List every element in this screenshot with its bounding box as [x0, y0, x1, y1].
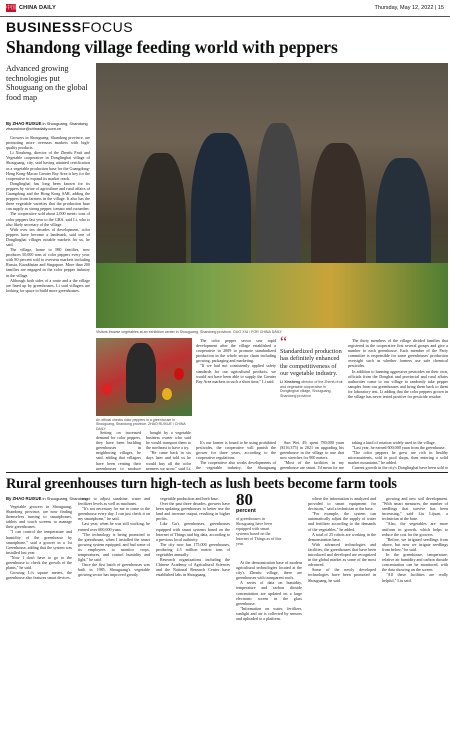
paragraph: Donglinghai has long been known for its peppers by virtue of agriculture and rural affairs of Guangdong and the Hong Kong SAR, adding the peppers from farmers in the village. It also has the three vegetable varieties that the production base can supply as strong pepper, tomato and cucumber.: [6, 180, 90, 212]
headline-story2: Rural greenhouses turn high-tech as lush beets become farm tools: [6, 476, 397, 492]
paragraph: With over ten decades of development, color peppers have become a landmark, said one of Donglinghai villages notable markets for us, he said.: [6, 226, 90, 247]
byline-place: in Shouguang, Shandong: [42, 121, 88, 126]
byline-email: zhaoruixue@chinadaily.com.cn: [6, 126, 62, 131]
byline2-name: By ZHAO RUIXUE: [6, 496, 42, 501]
china-daily-logo-icon: 中国: [6, 5, 17, 11]
paragraph: Growers in Shouguang, Shandong province, are promoting more overseas markets with high-quality products.: [6, 135, 90, 151]
paragraph: Li Xinsheng, director of the Zhenfu Fruit and Vegetable cooperative in Donglinghai village of Shouguang, city, said having attained certification as a vegetable production base for the Guangdong-Hong Kong-Macao Greater Bay Area is key for the cooperative to expand its market reach.: [6, 150, 90, 181]
headline-story1: Shandong village feeding world with peppers: [6, 37, 338, 57]
quote-mark-icon: “: [280, 334, 288, 351]
paragraph: Over the past three decades, growers have been updating greenhouses to better use the land and increase output, resulting in higher profits.: [156, 501, 230, 522]
publication-name: CHINA DAILY: [19, 5, 56, 11]
story1-col7: [280, 440, 344, 470]
paragraph: Like Gu's greenhouses, greenhouses equipped with smart systems based on the Internet of Things and big data, according to a previous local authority.: [156, 521, 230, 542]
paragraph: "The technology is being promoted to the greenhouse, when I installed the smart growing system equipped, and had some of its employees to monitor crops, temperatures, and control humidity and light," he said.: [78, 531, 150, 563]
paragraph: The village, home to 980 families, now produces 50,000 tons of color peppers every year, with 80 percent sold to overseas markets including Russia, Kazakhstan and Singapore. More than 200 families are engaged in the color pepper industry in the village.: [6, 247, 90, 278]
paragraph: "Most of the facilities in my greenhouse are smart. I'd mean for me: [280, 460, 344, 470]
pepper-greenhouse-photo: [96, 338, 192, 416]
story2-col3: [156, 496, 230, 744]
paragraph: growing and new soil development. "With smart measures, the number of seedlings that survive has been increasing," said Liu Lijuan, a technician at the base.: [382, 496, 448, 522]
paragraph: vegetable production and herb base.: [160, 496, 219, 501]
paragraph: The thirty members of the village divided families that registered in the cooperative first several groups and give a number to each greenhouse. Each member of the Party committee is responsible for some greenhouses' production oversight such as whether farmers use safe chemical pesticides.: [348, 338, 448, 369]
section-bold: BUSINESS: [6, 19, 82, 35]
story2-col2: [78, 496, 150, 744]
paragraph: Growing Li's square meters, the greenhouse also features smart devices.: [6, 570, 72, 581]
paragraph: A series of data on humidity, temperature and carbon dioxide concentration are updated on a large electronic screen in the glass greenhouse.: [236, 580, 302, 606]
paragraph: Setting on increased demand for color peppers, they have been building greenhouses in neighboring villages, he said, adding that villagers have been renting their greenhouses to produce: [96, 430, 141, 470]
story2-col4: [236, 560, 302, 744]
section-title: [6, 19, 133, 35]
paragraph: "All these facilities are really helpful," Liu said.: [382, 572, 448, 583]
stat-number: 80: [236, 490, 253, 509]
byline-name: By ZHAO RUIXUE: [6, 121, 42, 126]
paragraph: "Also, the vegetables are more uniform in growth, which helps to reduce the cost for the growers.: [382, 521, 448, 537]
paragraph: The cooperative sold about 2,000 metric tons of color peppers last year to the GBA, said Li, who is also likely secretary of the village.: [6, 211, 90, 227]
byline2-place: in Shouguang, Shandong: [42, 496, 88, 501]
stat-box: [236, 492, 282, 546]
paragraph: Current growth in the city's Donglinghai have been sold to: [352, 465, 448, 470]
photo-small-caption: An official checks color peppers in a greenhouse in Shouguang, Shandong province. ZHAO RUIXUE / CHINA DAILY: [96, 418, 186, 431]
quote-title: director of the Zhenfu fruit and vegetable cooperative in Donglinghai village, Shouguang, Shandong province: [280, 380, 343, 398]
paragraph: In addition to banning aggressive pesticides on their own, officials from the Donghai and provincial and rural affairs authorities come to our village to randomly take pepper samples from our greenhouses and bring them back to them for laboratory test, Li adding that the color peppers grown in the village has never tested positive for pesticide residue.: [348, 368, 448, 400]
paragraph: "If we had not consistently applied safety standards for our agricultural products, we would not have been able to supply the Greater Bay Area markets in such a short time," Li said.: [196, 363, 276, 384]
deck-story1: Advanced growing technologies put Shouguang on the global food map: [6, 64, 88, 102]
paragraph: Once the first batch of greenhouses was built in 1985, Shouguang's vegetable growing sector has improved greatly.: [78, 562, 150, 578]
byline-story1: [6, 121, 90, 131]
paragraph: With advanced technologies and facilities, the greenhouses that have been introduced and developed are recognized in the global market as some of the most advanced.: [308, 541, 376, 568]
story1-col8: [348, 440, 448, 470]
paragraph: where the information is analyzed and provided to smart equipment for decisions," said a technician at the base.: [308, 496, 376, 512]
paragraph: "Now I don't have to go to the greenhouse to check the growth of the plants," he said.: [6, 554, 72, 571]
quote-name: Li Xinsheng: [280, 380, 301, 385]
paragraph: A total of 25 robots are working in the demonstration base.: [308, 531, 376, 542]
paragraph: At the demonstration base of modern agricultural technologies located at the city's Zhenfu village, there are greenhouses with transparent roofs.: [236, 560, 302, 581]
story1-col6: [196, 440, 276, 470]
paragraph: Last year, when he was still working, he earned over 600,000 yuan.: [78, 521, 150, 532]
quote-text: Standardized production has definitely enhanced the competitiveness of our vegetable industry.: [280, 348, 342, 377]
paragraph: bought by a vegetable business owner who said he would transport them to the northeast to have a try.: [146, 430, 191, 451]
paragraph: "It's not necessary for me to come to the greenhouse every day. I can just check it on my smartphone," he said.: [78, 506, 150, 522]
paragraph: Some of the newly developed technologies have been promoted in Shouguang, he said.: [308, 567, 376, 583]
paragraph: The color pepper sector saw rapid development after the village established a cooperative in 2009 to promote standardized production in the whole sector chain including growing, packaging and marketing.: [196, 338, 276, 364]
paragraph: taking a kind of rotation widely used in the village.: [352, 440, 436, 445]
paragraph: "Information on water, fertilizer, sunlight and air is collected by sensors and uploaded to a platform.: [236, 605, 302, 622]
paragraph: "I can control the temperature and humidity of the greenhouse by smartphone," said a grower in a 1st Greenhouse, adding that the system was installed last year.: [6, 529, 72, 555]
paragraph: Vegetable growers in Shouguang, Shandong province, are now finding themselves turning to smartphones, tablets and touch screens to manage their greenhouses.: [6, 504, 72, 530]
paragraph: Research organizations including the Chinese Academy of Agricultural Sciences and the National Research Center have established labs in Shouguang.: [156, 557, 230, 578]
date-page: Thursday, May 12, 2022 | 15: [374, 5, 444, 11]
story1-col3: [146, 430, 191, 470]
paragraph: "The color peppers he grew are rich in healthy micronutrients, sold to pool shops, then entering a solid market mountains," he added.: [348, 450, 448, 466]
paragraph: "He came back in six days later and told us he would buy all the color peppers we grow," said Li,: [146, 450, 191, 470]
masthead: [0, 0, 450, 17]
paragraph: "For example, the system can automatically adjust the supply of water and fertilizer according to the demands of the vegetables," he added.: [308, 511, 376, 532]
section-thin: FOCUS: [81, 19, 134, 35]
paragraph: moot to adjust sunshine, water and fertilizer levels as well as machines.: [78, 496, 150, 507]
paragraph: Sun Wei, 49, spent 780,000 yuan ($116,375) in 2021 on upgrading his greenhouse in the village to one that now stretches for 900 meters.: [280, 440, 344, 461]
story2-col5: [308, 496, 376, 744]
paragraph: It's our farmer is found to be using prohibited pesticides, the cooperative will punish the grower for three years, according to the cooperative regulations.: [196, 440, 276, 461]
paragraph: The cooperative also works developments of the vegetable industry, the Shouguang: [196, 460, 276, 470]
stat-text: of greenhouses in Shouguang have been equipped with smart systems based on the Internet of Things as of this year.: [236, 516, 282, 546]
stat-unit: percent: [236, 508, 256, 514]
story2-col1: [6, 504, 72, 744]
pull-quote: [280, 334, 344, 398]
exhibition-photo: [96, 63, 448, 328]
paragraph: Although both sides of a route and a the village are lined up by greenhouses, Li said villagers are looking for space to build more greenhouses.: [6, 277, 90, 293]
paragraph: "Before, we irrigated seedlings from above, but now we irrigate seedlings from below," he said.: [382, 536, 448, 552]
story-divider: [6, 472, 448, 473]
story1-col1: [6, 135, 90, 468]
story2-col6: [382, 496, 448, 744]
paragraph: In the greenhouse, temperature, relative air humidity and carbon dioxide concentration can be monitored, with the data showing on the screen.: [382, 552, 448, 573]
quote-attribution: [280, 380, 344, 398]
story1-col2: [96, 430, 141, 470]
photo-main-caption: Visitors browse vegetables at an exhibition center in Shouguang, Shandong province. GUO XIU / FOR CHINA DAILY: [96, 330, 282, 334]
paragraph: "Last year, he earned 600,000 yuan from the greenhouse.: [352, 445, 446, 451]
paragraph: The city now has 175,000 greenhouses, producing 4.5 million metric tons of vegetables annually.: [156, 541, 230, 558]
